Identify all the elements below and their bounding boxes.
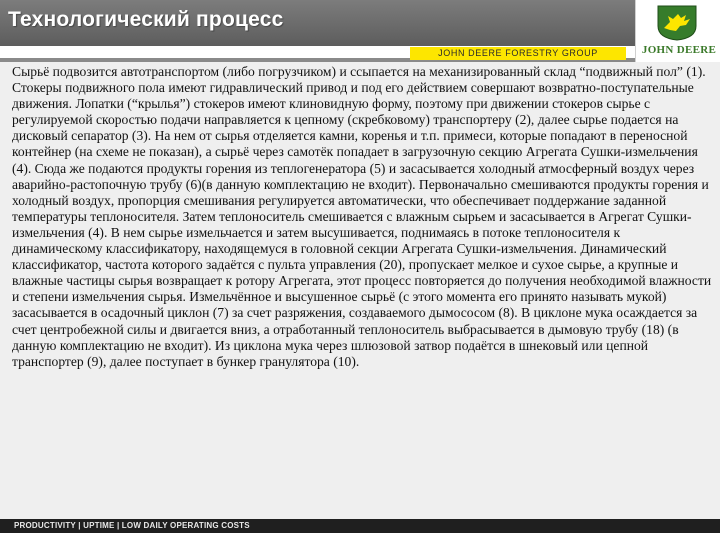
footer-bottom-strip bbox=[0, 533, 720, 540]
body-paragraph: Сырьё подвозится автотранспортом (либо погрузчиком) и ссыпается на механизированный склад “подвижный пол” (1). Стокеры подвижного пола имеют гидравлический привод и под его действием совершают возвратно-поступательные движения. Лопатки (“крылья”) стокеров имеют клиновидную форму, поэтому при движении стокеров сырье с регулируемой скоростью подачи направляется к цепному (скребковому) транспортеру (2), далее сырье подается на дисковый сепаратор (3). На нем от сырья отделяется камни, коренья и т.п. примеси, которые попадают в переносной контейнер (на схеме не показан), а сырьё через самотёк попадает в загрузочную секцию Агрегата Сушки-измельчения (4). Сюда же подаются продукты горения из теплогенератора (5) и засасывается холодный атмосферный воздух через аварийно-растопочную трубу (6)(в данную комплектацию не входит). Первоначально смешиваются продукты горения и холодный воздух, пропорция смешивания регулируется автоматически, что обеспечивает поддержание заданной температуры теплоносителя. Затем теплоноситель смешивается с влажным сырьем и засасывается в Агрегат Сушки-измельчения (4). В нем сырье измельчается и затем высушивается, поднимаясь в потоке теплоносителя к динамическому классификатору, находящемуся в головной секции Агрегата Сушки-измельчения. Динамический классификатор, частота которого задаётся с пульта управления (20), пропускает мелкое и сухое сырье, а крупные и влажные частицы сырья возвращает к ротору Агрегата, этот процесс повторяется до получения необходимой влажности и степени измельчения сырья. Измельчённое и высушенное сырьё (с этого момента его принято называть мукой) засасывается в осадочный циклон (7) за счет разряжения, создаваемого дымососом (8). В циклоне мука осаждается за счет центробежной силы и двигается вниз, а отработанный теплоноситель выбрасывается в дымовую трубу (18) (в данную комплектацию не входит). Из циклона мука через шлюзовой затвор подаётся в шнековый или цепной транспортер (9), далее поступает в бункер гранулятора (10). bbox=[12, 64, 712, 369]
deer-logo-icon bbox=[656, 4, 698, 42]
brand-wordmark: JOHN DEERE bbox=[641, 44, 717, 56]
footer-slogan: PRODUCTIVITY | UPTIME | LOW DAILY OPERATING COSTS bbox=[0, 519, 720, 533]
group-label: JOHN DEERE FORESTRY GROUP bbox=[410, 47, 626, 60]
page-title: Технологический процесс bbox=[8, 8, 284, 31]
header-bar bbox=[0, 0, 635, 47]
